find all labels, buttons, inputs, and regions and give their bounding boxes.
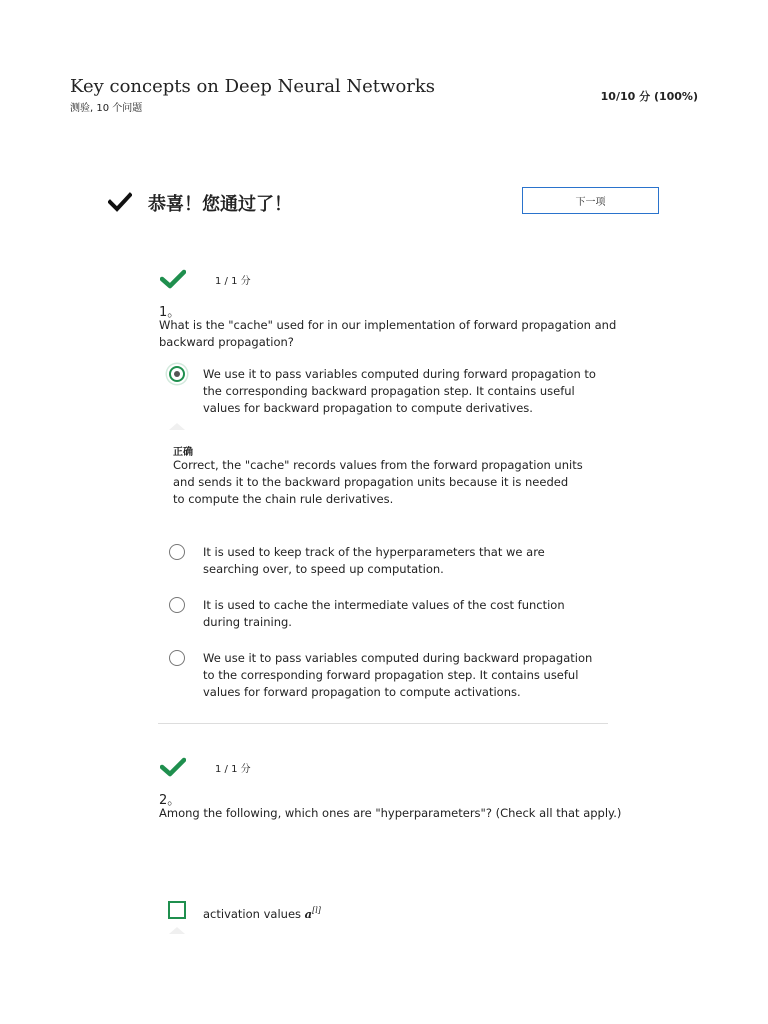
answer-option-text bbox=[203, 902, 603, 923]
answer-checkbox[interactable] bbox=[168, 901, 186, 919]
green-checkmark-icon bbox=[160, 757, 186, 777]
quiz-score: 10/10 分 (100%) bbox=[600, 90, 698, 103]
feedback-pointer bbox=[169, 927, 185, 934]
next-item-button[interactable]: 下一项 bbox=[522, 187, 659, 214]
answer-radio[interactable] bbox=[169, 366, 185, 382]
math-superscript: [l] bbox=[312, 906, 321, 915]
answer-option-text: It is used to cache the intermediate values of the cost function during training. bbox=[203, 598, 565, 629]
question-number: 2。 bbox=[159, 793, 181, 808]
question-text: What is the "cache" used for in our implementation of forward propagation and backward propagation? bbox=[159, 318, 617, 349]
answer-radio[interactable] bbox=[169, 544, 185, 560]
option-label: activation values bbox=[203, 906, 302, 921]
math-var: a bbox=[304, 906, 313, 921]
green-checkmark-icon bbox=[160, 269, 186, 289]
answer-option-text: We use it to pass variables computed during forward propagation to the corresponding backward propagation step. It contains useful values for backward propagation to compute derivatives. bbox=[203, 367, 596, 415]
quiz-title: Key concepts on Deep Neural Networks bbox=[70, 76, 436, 97]
pass-message: 恭喜！您通过了！ bbox=[148, 194, 292, 215]
quiz-subtitle: 测验, 10 个问题 bbox=[70, 103, 143, 114]
math-symbol bbox=[305, 907, 321, 921]
question-text: Among the following, which ones are "hyperparameters"? (Check all that apply.) bbox=[159, 806, 622, 820]
feedback-pointer bbox=[169, 423, 185, 430]
checkmark-icon bbox=[108, 192, 132, 212]
feedback-label: 正确 bbox=[173, 447, 193, 458]
answer-radio[interactable] bbox=[169, 597, 185, 613]
feedback-text: Correct, the "cache" records values from the forward propagation units and sends it to the backward propagation units because it is needed to compute the chain rule derivatives. bbox=[173, 458, 583, 506]
question-divider bbox=[158, 723, 608, 724]
answer-radio[interactable] bbox=[169, 650, 185, 666]
question-points: 1 / 1 分 bbox=[215, 764, 251, 775]
question-points: 1 / 1 分 bbox=[215, 276, 251, 287]
answer-option-text: It is used to keep track of the hyperparameters that we are searching over, to speed up computation. bbox=[203, 545, 545, 576]
answer-option-text: We use it to pass variables computed during backward propagation to the corresponding forward propagation step. It contains useful values for forward propagation to compute activations. bbox=[203, 651, 593, 699]
radio-dot bbox=[174, 371, 180, 377]
question-number: 1。 bbox=[159, 305, 181, 320]
